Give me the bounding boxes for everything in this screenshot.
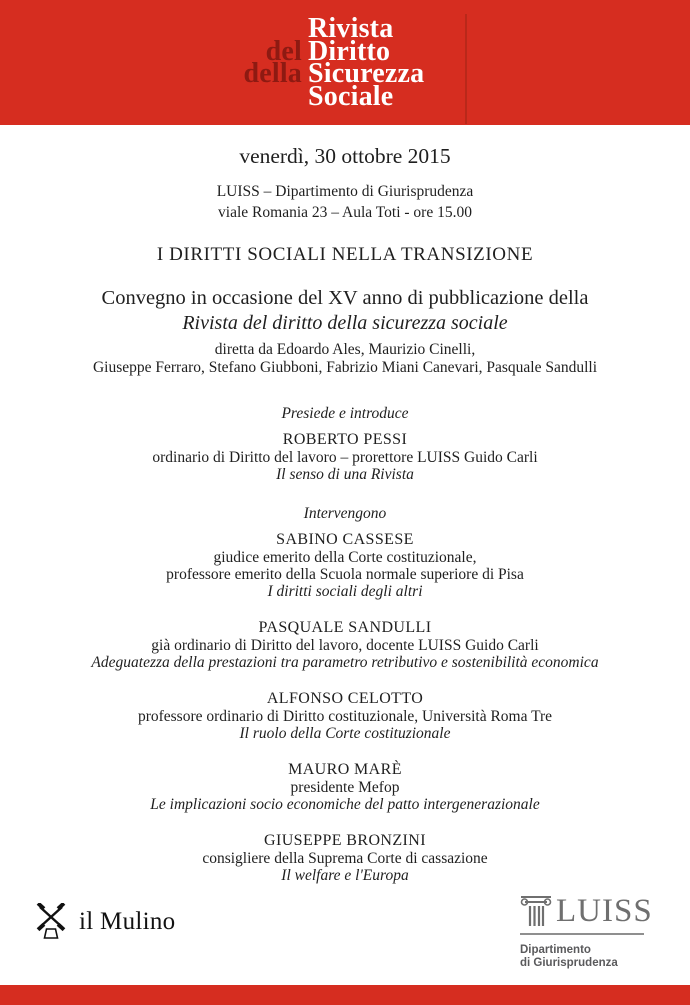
- chair-block: [0, 430, 690, 483]
- event-date: venerdì, 30 ottobre 2015: [239, 144, 451, 168]
- chair-role: ordinario di Diritto del lavoro – prorettore LUISS Guido Carli: [152, 449, 538, 466]
- speaker-role: consigliere della Suprema Corte di cassazione: [202, 850, 488, 867]
- logo-prefix-4: [240, 86, 302, 109]
- logo-word-rivista: Rivista: [308, 13, 394, 44]
- chair-heading: Presiede e introduce: [281, 405, 409, 422]
- logo-word-sicurezza: Sicurezza: [308, 58, 425, 89]
- speaker-name: GIUSEPPE BRONZINI: [264, 832, 426, 849]
- speaker-name: SABINO CASSESE: [276, 531, 414, 548]
- logo-word-sociale: Sociale: [308, 80, 394, 112]
- speaker-talk-title: Le implicazioni socio economiche del patto intergenerazionale: [150, 796, 540, 813]
- speaker-name: MAURO MARÈ: [288, 761, 402, 778]
- banner-divider-line: [465, 14, 467, 124]
- luiss-label: LUISS: [556, 893, 653, 929]
- speaker-role: professore emerito della Scuola normale superiore di Pisa: [166, 566, 524, 583]
- event-venue: LUISS – Dipartimento di Giurisprudenza: [216, 183, 474, 200]
- speaker-name: PASQUALE SANDULLI: [258, 619, 432, 636]
- chair-name: ROBERTO PESSI: [282, 431, 408, 448]
- speaker-role: già ordinario di Diritto del lavoro, docente LUISS Guido Carli: [151, 637, 539, 654]
- speaker-talk-title: Il welfare e l'Europa: [281, 867, 409, 884]
- mulino-label: il Mulino: [79, 907, 176, 935]
- speaker-name: ALFONSO CELOTTO: [266, 690, 424, 707]
- speaker-block: [0, 760, 690, 813]
- flyer-body: [0, 125, 690, 884]
- journal-name-italic: Rivista del diritto della sicurezza sociale: [182, 312, 508, 334]
- speaker-talk-title: Adeguatezza della prestazioni tra parametro retributivo e sostenibilità economica: [91, 654, 599, 671]
- speaker-talk-title: Il ruolo della Corte costituzionale: [239, 725, 451, 742]
- speaker-role: presidente Mefop: [290, 779, 400, 796]
- conference-subtitle: Convegno in occasione del XV anno di pubblicazione della: [101, 287, 589, 309]
- logo-prefix-della: della: [243, 58, 302, 89]
- luiss-department-line-1: Dipartimento: [520, 944, 591, 956]
- speaker-role: giudice emerito della Corte costituzionale,: [213, 549, 477, 566]
- speaker-block: [0, 831, 690, 884]
- directors-line-1: diretta da Edoardo Ales, Maurizio Cinelli,: [214, 341, 476, 358]
- header-banner: [0, 0, 690, 125]
- speaker-block: [0, 689, 690, 742]
- conference-title: I DIRITTI SOCIALI NELLA TRANSIZIONE: [156, 244, 534, 265]
- luiss-rule: [520, 933, 644, 935]
- speakers-heading: Intervengono: [303, 505, 387, 522]
- speaker-talk-title: I diritti sociali degli altri: [267, 583, 423, 600]
- speaker-block: [0, 618, 690, 671]
- journal-logo: [240, 13, 425, 112]
- directors-line-2: Giuseppe Ferraro, Stefano Giubboni, Fabrizio Miani Canevari, Pasquale Sandulli: [92, 359, 598, 376]
- logo-word-diritto: Diritto: [308, 35, 391, 67]
- event-address-time: viale Romania 23 – Aula Toti - ore 15.00: [218, 204, 472, 221]
- logo-prefix-del: del: [265, 35, 302, 67]
- luiss-logo: [520, 893, 653, 970]
- footer-red-bar: [0, 985, 690, 1005]
- mulino-logo: [36, 903, 175, 940]
- column-icon: [520, 894, 552, 928]
- windmill-icon: [36, 903, 66, 940]
- luiss-department-line-2: di Giurisprudenza: [520, 957, 618, 969]
- speaker-role: professore ordinario di Diritto costituzionale, Università Roma Tre: [137, 708, 553, 725]
- chair-talk-title: Il senso di una Rivista: [276, 466, 414, 483]
- speaker-block: [0, 530, 690, 600]
